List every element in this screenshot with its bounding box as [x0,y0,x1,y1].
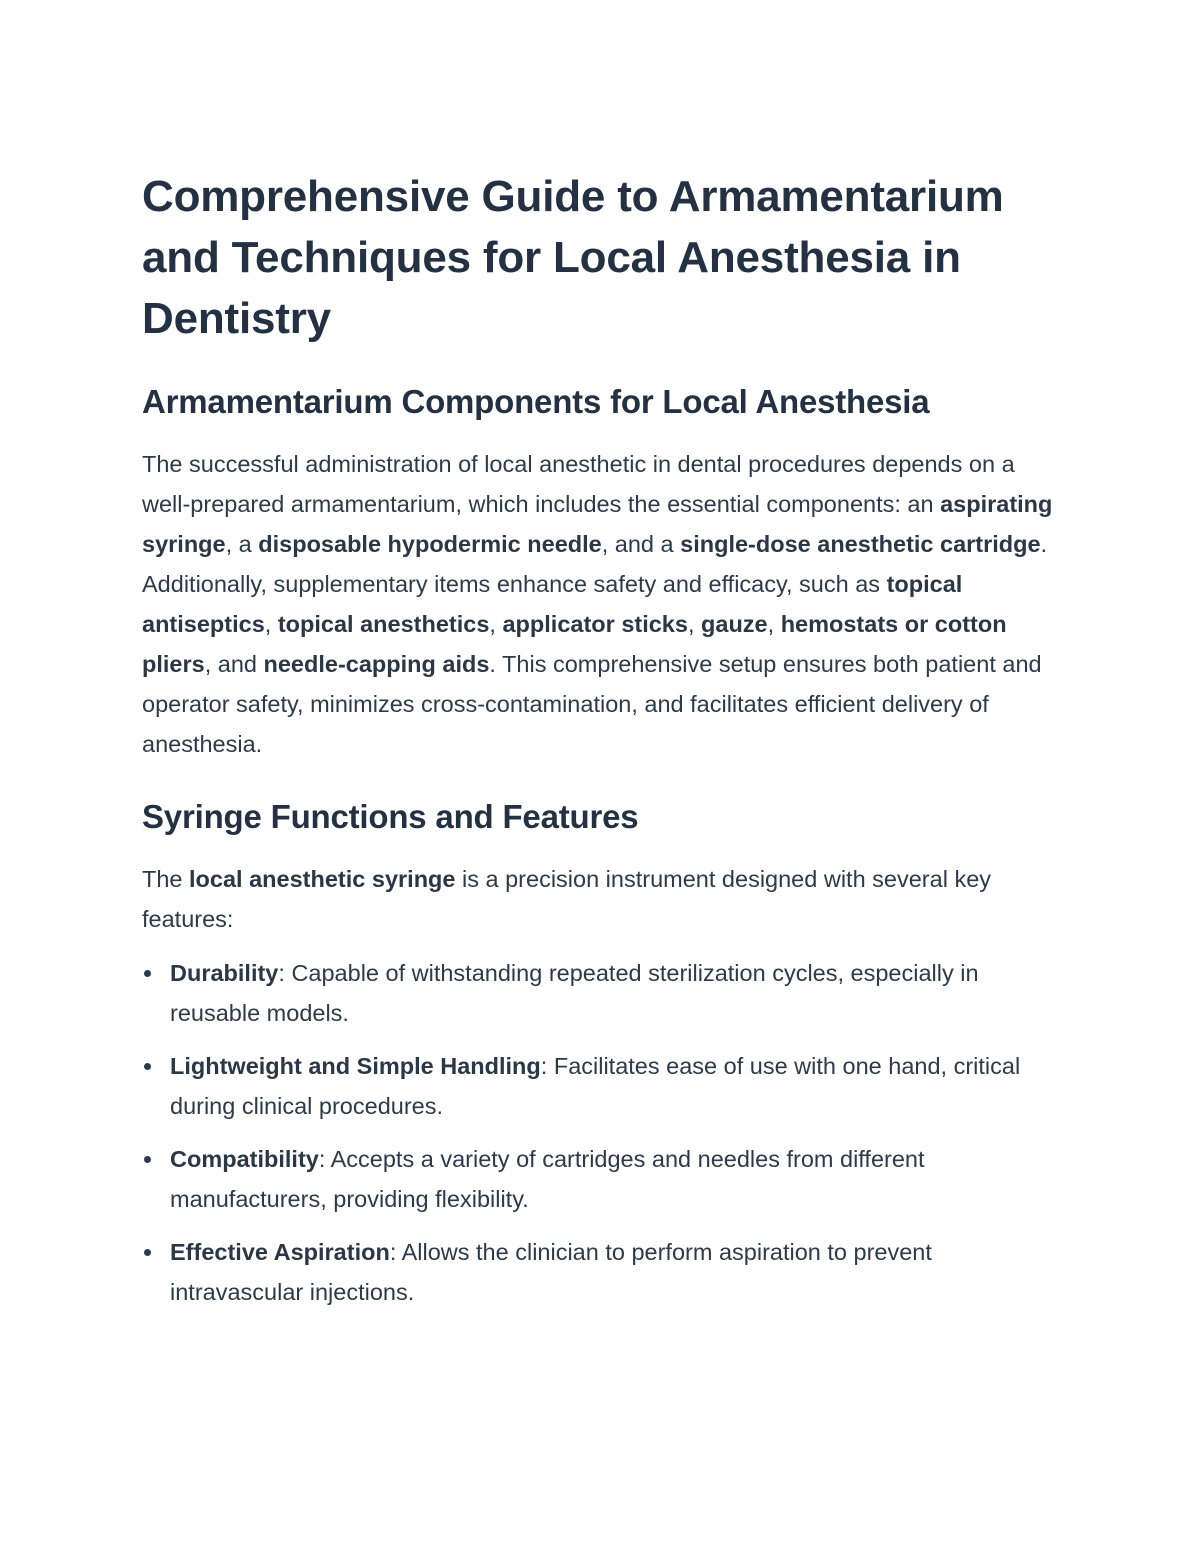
bold-term: needle-capping aids [263,651,490,677]
text-run: . This comprehensive setup ensures both patient and operator safety, minimizes cross-contamination, and facilitates efficient delivery of anesthesia. [142,651,1042,757]
bullet-icon [144,1156,151,1163]
text-run: , [264,611,278,637]
feature-term: Effective Aspiration [170,1239,390,1265]
syringe-features-list [142,953,1054,1312]
text-run: , [767,611,781,637]
bold-term: hemostats or cotton pliers [142,611,1007,677]
list-item [142,1046,1054,1126]
bold-term: topical anesthetics [277,611,490,637]
section-heading-syringe: Syringe Functions and Features [142,798,639,835]
document-page [142,166,1054,1325]
text-run: , and a [601,531,681,557]
bullet-icon [144,1063,151,1070]
bold-term: applicator sticks [502,611,688,637]
feature-term: Durability [170,960,279,986]
text-run: The successful administration of local anesthetic in dental procedures depends on a well-prepared armamentarium, which includes the essential components: an [142,451,1015,517]
feature-text: : Accepts a variety of cartridges and needles from different manufacturers, providing flexibility. [170,1146,925,1212]
feature-text: : Facilitates ease of use with one hand, critical during clinical procedures. [170,1053,1021,1119]
bold-term: local anesthetic syringe [189,866,456,892]
text-run: , [687,611,702,637]
list-item [142,953,1054,1033]
section-heading-armamentarium: Armamentarium Components for Local Anesthesia [142,383,930,420]
bold-term: topical antiseptics [142,571,963,637]
text-run: is a precision instrument designed with several key features: [142,866,992,932]
list-item [142,1232,1054,1312]
text-run: , and [204,651,264,677]
bullet-icon [144,1249,151,1256]
feature-term: Lightweight and Simple Handling [170,1053,541,1079]
text-run: , a [225,531,259,557]
syringe-intro-paragraph [142,859,1054,939]
feature-term: Compatibility [170,1146,319,1172]
text-run: , [489,611,503,637]
document-title: Comprehensive Guide to Armamentarium and Techniques for Local Anesthesia in Dentistry [142,172,1004,343]
bold-term: single-dose anesthetic cartridge [680,531,1041,557]
feature-text: : Allows the clinician to perform aspiration to prevent intravascular injections. [170,1239,932,1305]
text-run: The [142,866,190,892]
text-run: . Additionally, supplementary items enhance safety and efficacy, such as [142,531,1048,597]
feature-text: : Capable of withstanding repeated sterilization cycles, especially in reusable models. [170,960,979,1026]
bold-term: disposable hypodermic needle [258,531,602,557]
list-item [142,1139,1054,1219]
armamentarium-paragraph [142,444,1054,764]
bold-term: aspirating syringe [142,491,1053,557]
bullet-icon [144,970,151,977]
bold-term: gauze [701,611,768,637]
